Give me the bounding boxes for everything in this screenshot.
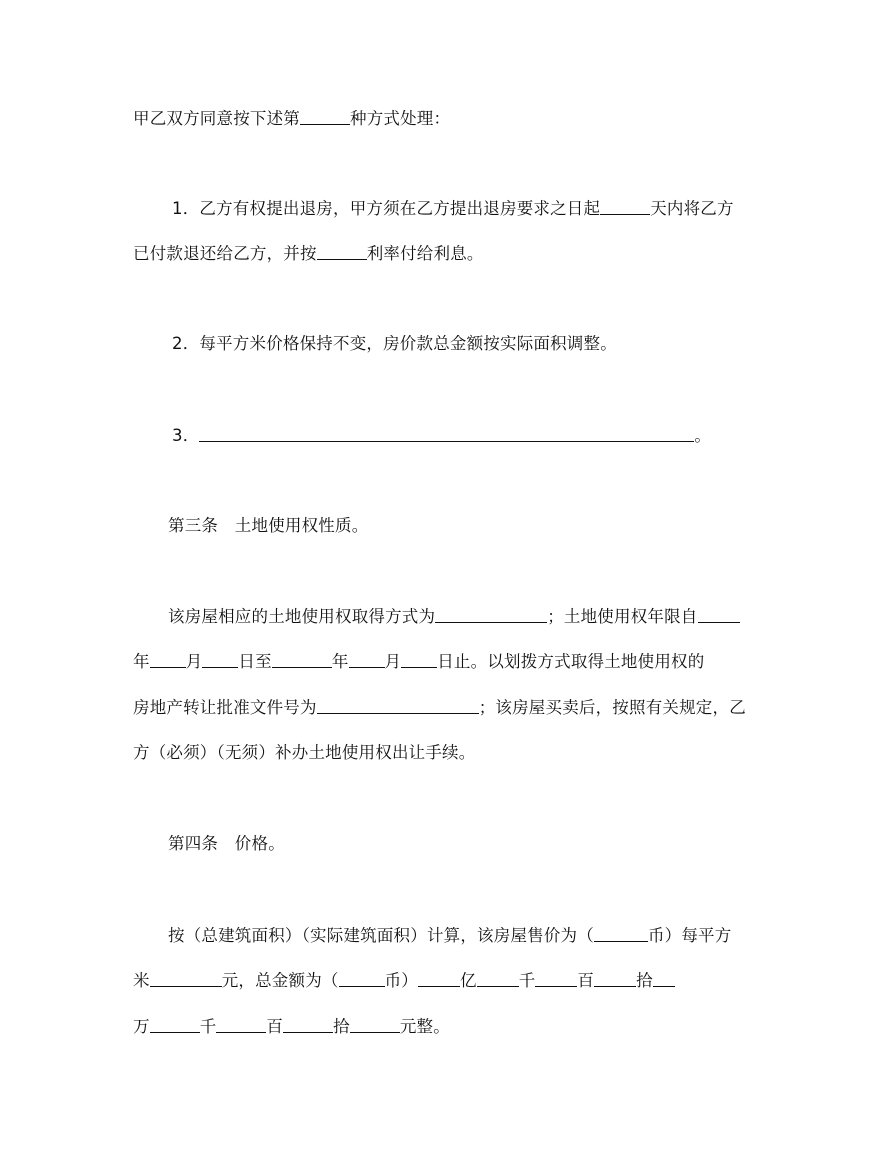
item-3-num: 3． [172, 426, 200, 445]
intro-text: 甲乙双方同意按下述第 [133, 109, 300, 128]
article-4-line-3 [133, 1016, 450, 1038]
blank-field [477, 970, 519, 987]
blank-field [594, 925, 648, 942]
blank-field [150, 651, 186, 668]
item-2-line [172, 333, 617, 355]
article-4-heading: 第四条 价格。 [168, 834, 285, 853]
blank-field [202, 651, 238, 668]
unit-bai: 百 [266, 1017, 284, 1036]
article-3-text: 日止。以划拨方式取得土地使用权的 [437, 652, 705, 671]
article-3-heading: 第三条 土地使用权性质。 [168, 516, 369, 535]
unit-qian: 千 [518, 971, 536, 990]
article-3-title [168, 515, 368, 537]
article-3-text: ；该房屋买卖后，按照有关规定，乙 [478, 698, 746, 717]
item-1-cont-end: 利率付给利息。 [366, 244, 484, 263]
blank-field [435, 606, 547, 623]
blank-field [401, 651, 437, 668]
unit-yuan: 元整。 [399, 1017, 450, 1036]
blank-field [150, 1016, 200, 1033]
intro-text-end: 种方式处理： [350, 109, 451, 128]
unit-yi: 亿 [460, 971, 477, 990]
blank-field [698, 606, 740, 623]
article-4-text: 币）每平方 [647, 926, 732, 945]
article-3-text: ；土地使用权年限自 [547, 607, 698, 626]
article-4-text: 元，总金额为（ [221, 971, 339, 990]
article-4-text: 按（总建筑面积）（实际建筑面积）计算，该房屋售价为（ [168, 926, 594, 945]
article-3-line-4 [133, 742, 475, 764]
month-label: 月 [384, 652, 402, 671]
article-3-line-2 [133, 651, 704, 673]
item-1-line-2 [133, 243, 484, 265]
blank-field [535, 970, 577, 987]
year-label: 年 [133, 652, 150, 671]
blank-field [418, 970, 460, 987]
blank-field [653, 970, 675, 987]
article-4-text: 币） [384, 971, 419, 990]
article-3-line-3 [133, 697, 746, 719]
item-1-text-end: 天内将乙方 [650, 199, 734, 218]
item-3-line [172, 425, 711, 447]
unit-qian: 千 [199, 1017, 217, 1036]
blank-field [272, 651, 332, 668]
blank-field [317, 243, 367, 260]
unit-shi: 拾 [333, 1017, 350, 1036]
article-4-title [168, 833, 285, 855]
blank-field [216, 1016, 266, 1033]
year-label: 年 [331, 652, 349, 671]
article-4-line-1 [168, 925, 731, 947]
unit-bai: 百 [577, 971, 595, 990]
item-1-cont: 已付款退还给乙方，并按 [133, 244, 317, 263]
article-3-text: 房地产转让批准文件号为 [133, 698, 317, 717]
article-3-text: 方（必须）（无须）补办土地使用权出让手续。 [133, 743, 476, 762]
blank-field [600, 198, 650, 215]
day-label: 日至 [238, 652, 272, 671]
article-3-text: 该房屋相应的土地使用权取得方式为 [168, 607, 436, 626]
item-2-text: 2．每平方米价格保持不变，房价款总金额按实际面积调整。 [172, 334, 617, 353]
blank-field [339, 970, 385, 987]
article-4-line-2 [133, 970, 675, 992]
blank-field [150, 970, 222, 987]
article-4-text: 米 [133, 971, 150, 990]
blank-field [317, 697, 479, 714]
item-3-end: 。 [694, 426, 712, 445]
unit-shi: 拾 [636, 971, 653, 990]
blank-field [594, 970, 636, 987]
item-1-text: 1．乙方有权提出退房，甲方须在乙方提出退房要求之日起 [172, 199, 601, 218]
blank-field [300, 108, 350, 125]
item-1-line-1 [172, 198, 734, 220]
blank-field [199, 425, 694, 442]
month-label: 月 [185, 652, 203, 671]
article-3-line-1 [168, 606, 740, 628]
unit-wan: 万 [133, 1017, 150, 1036]
blank-field [350, 1016, 400, 1033]
blank-field [349, 651, 385, 668]
intro-line [133, 108, 450, 130]
blank-field [283, 1016, 333, 1033]
